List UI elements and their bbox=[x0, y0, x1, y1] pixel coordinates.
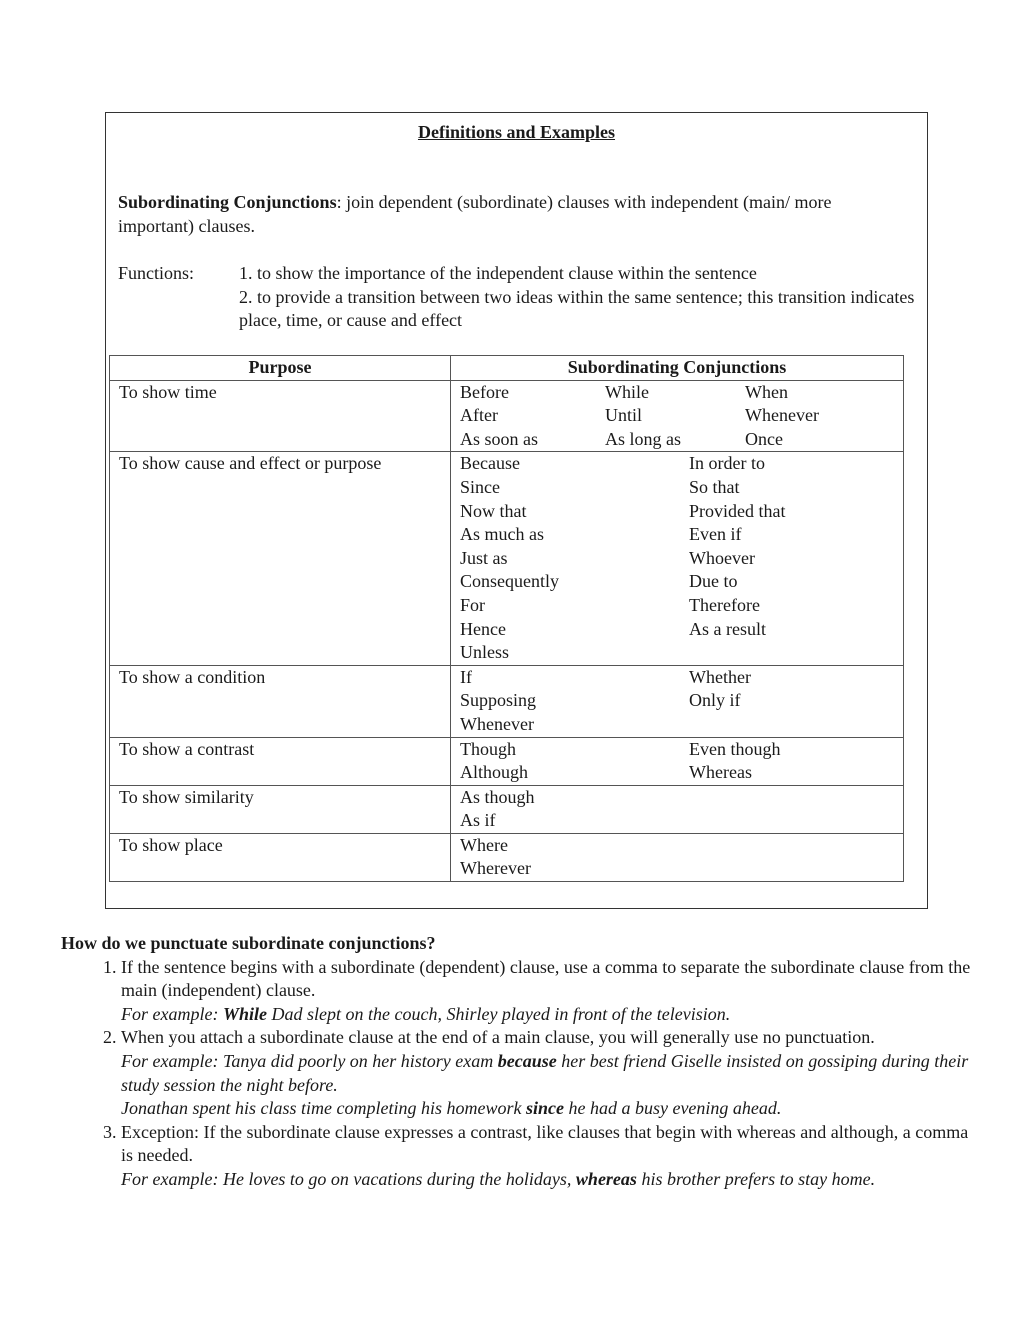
words-cell bbox=[451, 833, 904, 881]
purpose-cell: To show similarity bbox=[110, 785, 451, 833]
conjunction: As a result bbox=[689, 618, 766, 639]
conjunction: Whenever bbox=[460, 713, 534, 734]
header-conjunctions: Subordinating Conjunctions bbox=[451, 356, 904, 381]
conjunction: Just as bbox=[460, 547, 508, 568]
conjunction: Though bbox=[460, 738, 516, 759]
conjunction: Even if bbox=[689, 524, 742, 545]
conjunction: As if bbox=[460, 810, 496, 831]
example-sentence: For example: Tanya did poorly on her history exam because her best friend Giselle insisted on gossiping during their study session the night before. bbox=[121, 1050, 969, 1095]
conjunction: After bbox=[460, 405, 498, 426]
rule-text: Exception: If the subordinate clause expresses a contrast, like clauses that begin with whereas and although, a comma is needed. bbox=[121, 1121, 969, 1166]
example-sentence: For example: While Dad slept on the couch, Shirley played in front of the television. bbox=[121, 1003, 731, 1024]
intro-text: : join dependent (subordinate) clauses with independent (main/ more important) clauses. bbox=[118, 192, 832, 236]
conjunction: Whoever bbox=[689, 547, 755, 568]
conjunction: When bbox=[745, 381, 788, 402]
conjunction: Before bbox=[460, 381, 509, 402]
conjunction-highlight: whereas bbox=[575, 1168, 637, 1189]
table-row bbox=[110, 737, 904, 785]
conjunction: Although bbox=[460, 762, 529, 783]
conjunction: Wherever bbox=[460, 858, 531, 879]
words-cell bbox=[451, 452, 904, 665]
words-cell bbox=[451, 665, 904, 737]
purpose-cell: To show a condition bbox=[110, 665, 451, 737]
box-title: Definitions and Examples bbox=[417, 122, 616, 142]
table-row bbox=[110, 785, 904, 833]
conjunction: Until bbox=[605, 405, 643, 426]
conjunction: Even though bbox=[689, 738, 781, 759]
conjunction: Provided that bbox=[689, 500, 786, 521]
conjunction: Whenever bbox=[745, 405, 819, 426]
conjunction: Unless bbox=[460, 642, 509, 663]
example-sentence: For example: He loves to go on vacations during the holidays, whereas his brother prefers to stay home. bbox=[121, 1168, 876, 1189]
conjunction: Consequently bbox=[460, 571, 559, 592]
conjunction: Because bbox=[460, 453, 520, 474]
conjunction: Whether bbox=[689, 666, 751, 687]
table-row bbox=[110, 665, 904, 737]
list-item bbox=[121, 1121, 981, 1192]
conjunction: As though bbox=[460, 786, 535, 807]
words-cell bbox=[451, 380, 904, 452]
list-item bbox=[121, 956, 981, 1027]
words-cell bbox=[451, 737, 904, 785]
purpose-cell: To show cause and effect or purpose bbox=[110, 452, 451, 665]
conjunction-highlight: While bbox=[222, 1003, 267, 1024]
purpose-cell: To show place bbox=[110, 833, 451, 881]
conjunction: In order to bbox=[689, 453, 765, 474]
conjunction: Hence bbox=[460, 618, 506, 639]
conjunction: While bbox=[605, 381, 649, 402]
function-item: 1. to show the importance of the independent clause within the sentence bbox=[239, 263, 757, 283]
conjunction: As soon as bbox=[460, 428, 539, 449]
punctuation-heading: How do we punctuate subordinate conjunctions? bbox=[61, 933, 436, 953]
conjunction-highlight: since bbox=[525, 1098, 564, 1119]
conjunction: Only if bbox=[689, 690, 741, 711]
conjunction: Where bbox=[460, 834, 508, 855]
conjunction: Now that bbox=[460, 500, 527, 521]
conjunction: Supposing bbox=[460, 690, 537, 711]
purpose-cell: To show time bbox=[110, 380, 451, 452]
purpose-cell: To show a contrast bbox=[110, 737, 451, 785]
conjunction: Therefore bbox=[689, 594, 760, 615]
conjunction: Whereas bbox=[689, 762, 752, 783]
header-purpose: Purpose bbox=[110, 356, 451, 381]
conjunction: For bbox=[460, 594, 486, 615]
conjunction: So that bbox=[689, 476, 740, 497]
conjunction: Since bbox=[460, 476, 500, 497]
functions-list bbox=[239, 262, 919, 333]
conjunction: As long as bbox=[605, 428, 681, 449]
rule-text: If the sentence begins with a subordinate (dependent) clause, use a comma to separate the subordinate clause from the main (independent) clause. bbox=[121, 956, 971, 1001]
table-row bbox=[110, 833, 904, 881]
rule-text: When you attach a subordinate clause at the end of a main clause, you will generally use no punctuation. bbox=[121, 1027, 875, 1048]
conjunction: Once bbox=[745, 428, 783, 449]
functions-label: Functions: bbox=[118, 263, 195, 283]
conjunction: If bbox=[460, 666, 472, 687]
list-item bbox=[121, 1026, 981, 1120]
conjunction: As much as bbox=[460, 524, 544, 545]
conjunction: Due to bbox=[689, 571, 738, 592]
example-sentence: Jonathan spent his class time completing his homework since he had a busy evening ahead. bbox=[121, 1098, 782, 1119]
punctuation-rules bbox=[61, 956, 981, 1192]
intro-definition bbox=[118, 191, 908, 238]
function-item: 2. to provide a transition between two ideas within the same sentence; this transition indicates place, time, or cause and effect bbox=[239, 286, 915, 331]
conjunction-highlight: because bbox=[497, 1050, 557, 1071]
definitions-box bbox=[105, 112, 928, 909]
conjunctions-table bbox=[109, 355, 904, 882]
table-row bbox=[110, 380, 904, 452]
intro-term: Subordinating Conjunctions bbox=[118, 192, 337, 212]
table-row bbox=[110, 452, 904, 665]
words-cell bbox=[451, 785, 904, 833]
punctuation-section bbox=[61, 932, 981, 1192]
table-header-row bbox=[110, 356, 904, 381]
